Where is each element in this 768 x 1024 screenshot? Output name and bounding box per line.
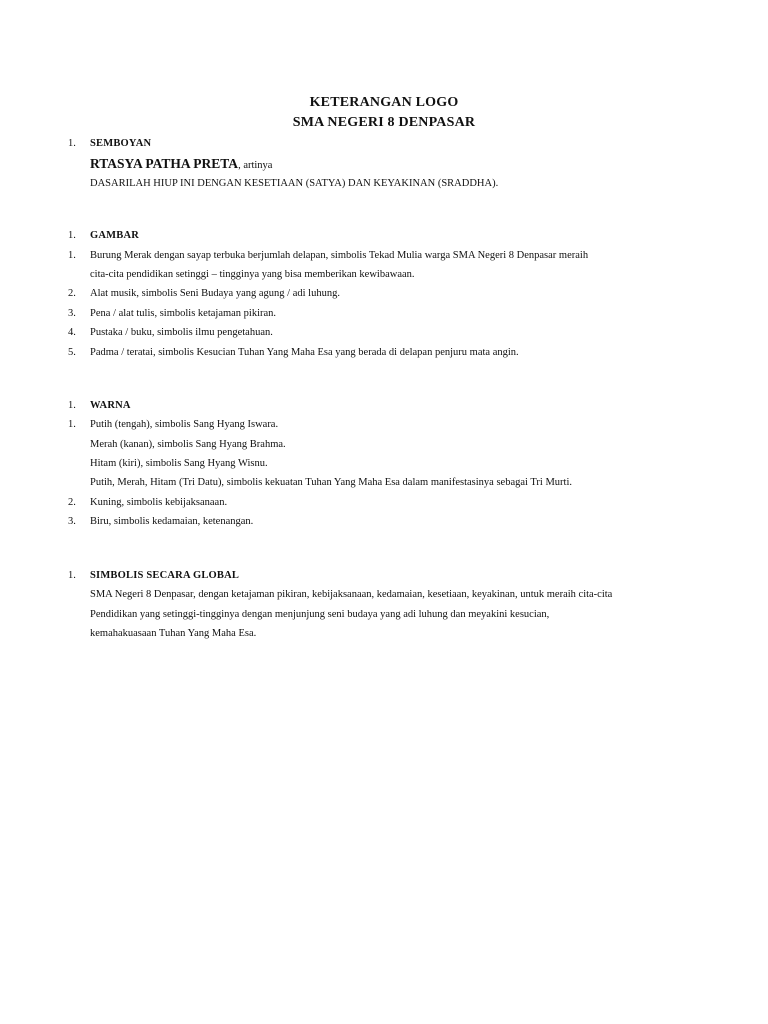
section-number: 1. <box>68 400 76 411</box>
item-text: Burung Merak dengan sayap terbuka berjumlah delapan, simbolis Tekad Mulia warga SMA Negeri 8 Denpasar meraih <box>90 250 589 261</box>
document-title: KETERANGAN LOGO <box>309 95 459 110</box>
motto-suffix: , artinya <box>238 160 273 171</box>
paragraph-text: Pendidikan yang setinggi-tingginya dengan menjunjung seni budaya yang adi luhung dan meyakini kesucian, <box>90 609 550 620</box>
item-number: 1. <box>68 419 76 430</box>
section-heading: SIMBOLIS SECARA GLOBAL <box>90 570 240 581</box>
item-text: Biru, simbolis kedamaian, ketenangan. <box>90 516 254 527</box>
motto-meaning-text: DASARILAH HIUP INI DENGAN KESETIAAN (SATYA) DAN KEYAKINAN (SRADDHA). <box>90 178 499 189</box>
item-number: 2. <box>68 288 76 299</box>
item-text: Pustaka / buku, simbolis ilmu pengetahuan. <box>90 327 273 338</box>
section-heading: WARNA <box>90 400 131 411</box>
section-number: 1. <box>68 230 76 241</box>
item-text: Putih, Merah, Hitam (Tri Datu), simbolis kekuatan Tuhan Yang Maha Esa dalam manifestasinya sebagai Tri Murti. <box>90 477 572 488</box>
item-number: 1. <box>68 250 76 261</box>
section-number: 1. <box>68 138 76 149</box>
item-text: Alat musik, simbolis Seni Budaya yang agung / adi luhung. <box>90 288 340 299</box>
document-subtitle: SMA NEGERI 8 DENPASAR <box>292 115 476 130</box>
motto-text: RTASYA PATHA PRETA <box>90 156 239 171</box>
item-number: 3. <box>68 308 76 319</box>
section-number: 1. <box>68 570 76 581</box>
paragraph-text: SMA Negeri 8 Denpasar, dengan ketajaman pikiran, kebijaksanaan, kedamaian, kesetiaan, keyakinan, untuk meraih cita-cita <box>90 589 613 600</box>
section-heading: SEMBOYAN <box>90 138 152 149</box>
item-text: cita-cita pendidikan setinggi – tingginya yang bisa memberikan kewibawaan. <box>90 269 415 280</box>
item-text: Merah (kanan), simbolis Sang Hyang Brahma. <box>90 439 286 450</box>
item-text: Kuning, simbolis kebijaksanaan. <box>90 497 228 508</box>
item-number: 5. <box>68 347 76 358</box>
item-number: 3. <box>68 516 76 527</box>
item-text: Padma / teratai, simbolis Kesucian Tuhan Yang Maha Esa yang berada di delapan penjuru mata angin. <box>90 347 519 358</box>
item-number: 2. <box>68 497 76 508</box>
section-heading: GAMBAR <box>90 230 140 241</box>
item-text: Pena / alat tulis, simbolis ketajaman pikiran. <box>90 308 277 319</box>
item-number: 4. <box>68 327 76 338</box>
item-text: Hitam (kiri), simbolis Sang Hyang Wisnu. <box>90 458 268 469</box>
paragraph-text: kemahakuasaan Tuhan Yang Maha Esa. <box>90 628 257 639</box>
item-text: Putih (tengah), simbolis Sang Hyang Iswara. <box>90 419 279 430</box>
